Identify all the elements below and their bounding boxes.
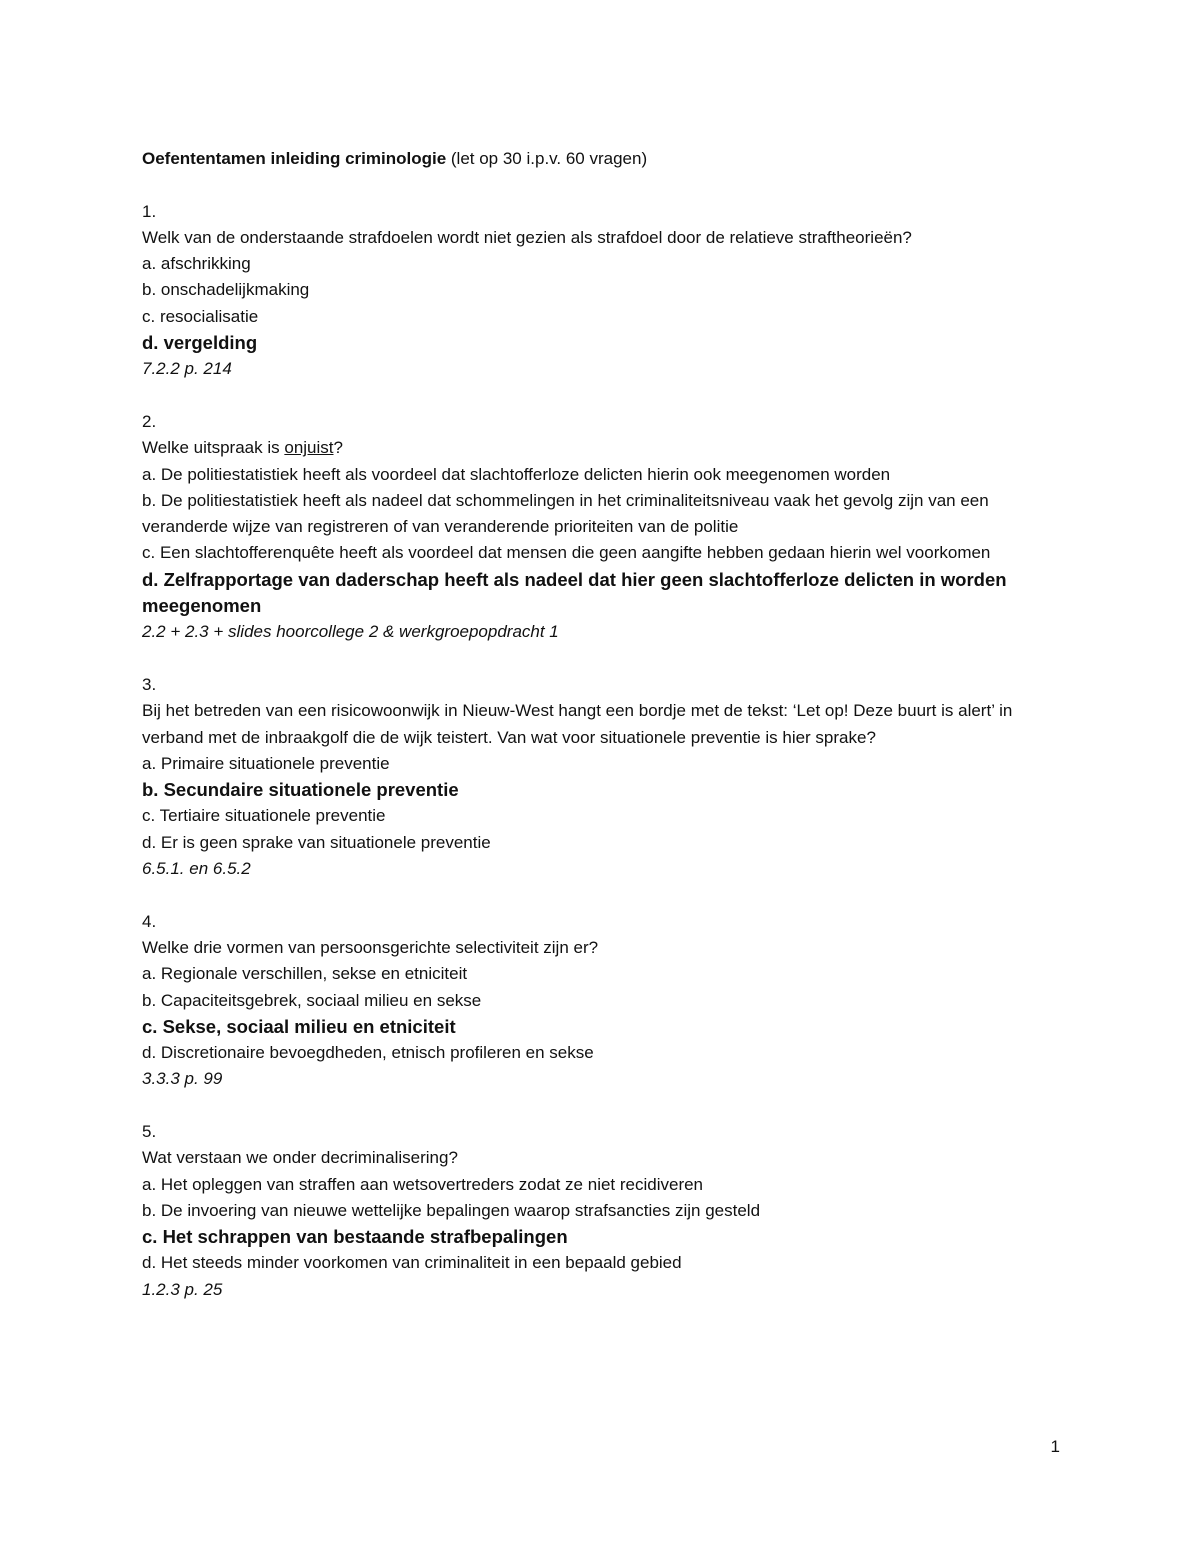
question-number: 5. — [142, 1121, 157, 1141]
question-reference: 7.2.2 p. 214 — [142, 359, 232, 379]
question-text: Bij het betreden van een risicowoonwijk in Nieuw-West hangt een bordje met de tekst: ‘Let op! Deze buurt is alert’ in verband met de inbraakgolf die de wijk teistert. Van wat voor situationele preventie is hier sprake? — [142, 701, 1013, 747]
question-text: Wat verstaan we onder decriminalisering? — [142, 1148, 458, 1168]
question-number: 3. — [142, 674, 157, 694]
page-number: 1 — [1050, 1437, 1060, 1456]
option-b-correct-answer: b. Secundaire situationele preventie — [142, 779, 459, 801]
option-d: d. Er is geen sprake van situationele preventie — [142, 832, 491, 852]
document-page — [142, 146, 1072, 1329]
option-b: b. Capaciteitsgebrek, sociaal milieu en sekse — [142, 990, 482, 1010]
question-text-start: Welke uitspraak is — [142, 438, 285, 458]
question-text: Welk van de onderstaande strafdoelen wordt niet gezien als strafdoel door de relatieve straftheorieën? — [142, 227, 912, 247]
question-reference: 1.2.3 p. 25 — [142, 1279, 223, 1299]
option-b: b. onschadelijkmaking — [142, 280, 310, 300]
question-text: Welke drie vormen van persoonsgerichte selectiviteit zijn er? — [142, 937, 599, 957]
option-d: d. Discretionaire bevoegdheden, etnisch profileren en sekse — [142, 1043, 594, 1063]
option-d-correct-answer: d. Zelfrapportage van daderschap heeft als nadeel dat hier geen slachtofferloze delicten in worden meegenomen — [142, 568, 1007, 617]
question-reference: 2.2 + 2.3 + slides hoorcollege 2 & werkgroepopdracht 1 — [142, 622, 559, 642]
question-reference: 3.3.3 p. 99 — [142, 1069, 223, 1089]
option-a: a. De politiestatistiek heeft als voordeel dat slachtofferloze delicten hierin ook meegenomen worden — [142, 464, 891, 484]
title-bold-text: Oefententamen inleiding criminologie — [142, 149, 447, 168]
question-number: 4. — [142, 911, 157, 931]
option-d-correct-answer: d. vergelding — [142, 332, 258, 354]
question-2 — [142, 409, 1072, 646]
option-a: a. Het opleggen van straffen aan wetsovertreders zodat ze niet recidiveren — [142, 1174, 704, 1194]
option-c-correct-answer: c. Het schrappen van bestaande strafbepalingen — [142, 1226, 568, 1248]
question-3 — [142, 672, 1072, 882]
question-number: 1. — [142, 201, 157, 221]
option-c: c. Tertiaire situationele preventie — [142, 806, 386, 826]
question-number: 2. — [142, 411, 157, 431]
option-d: d. Het steeds minder voorkomen van criminaliteit in een bepaald gebied — [142, 1253, 682, 1273]
option-b: b. De politiestatistiek heeft als nadeel dat schommelingen in het criminaliteitsniveau vaak het gevolg zijn van een veranderde wijze van registreren of van veranderende prioriteiten van de politie — [142, 490, 989, 537]
option-c-correct-answer: c. Sekse, sociaal milieu en etniciteit — [142, 1015, 456, 1037]
question-text-end: ? — [333, 438, 343, 458]
option-b: b. De invoering van nieuwe wettelijke bepalingen waarop strafsancties zijn gesteld — [142, 1200, 761, 1220]
option-a: a. Regionale verschillen, sekse en etniciteit — [142, 964, 468, 984]
document-title — [142, 146, 1072, 172]
question-text — [142, 435, 1072, 461]
option-c: c. Een slachtofferenquête heeft als voordeel dat mensen die geen aangifte hebben gedaan hierin wel voorkomen — [142, 543, 991, 563]
option-a: a. afschrikking — [142, 254, 251, 274]
question-text-underlined: onjuist — [284, 438, 334, 458]
title-note-text: (let op 30 i.p.v. 60 vragen) — [446, 149, 648, 168]
question-4 — [142, 909, 1072, 1093]
option-a: a. Primaire situationele preventie — [142, 753, 390, 773]
question-reference: 6.5.1. en 6.5.2 — [142, 859, 251, 879]
question-5 — [142, 1119, 1072, 1303]
option-c: c. resocialisatie — [142, 306, 259, 326]
question-1 — [142, 199, 1072, 383]
